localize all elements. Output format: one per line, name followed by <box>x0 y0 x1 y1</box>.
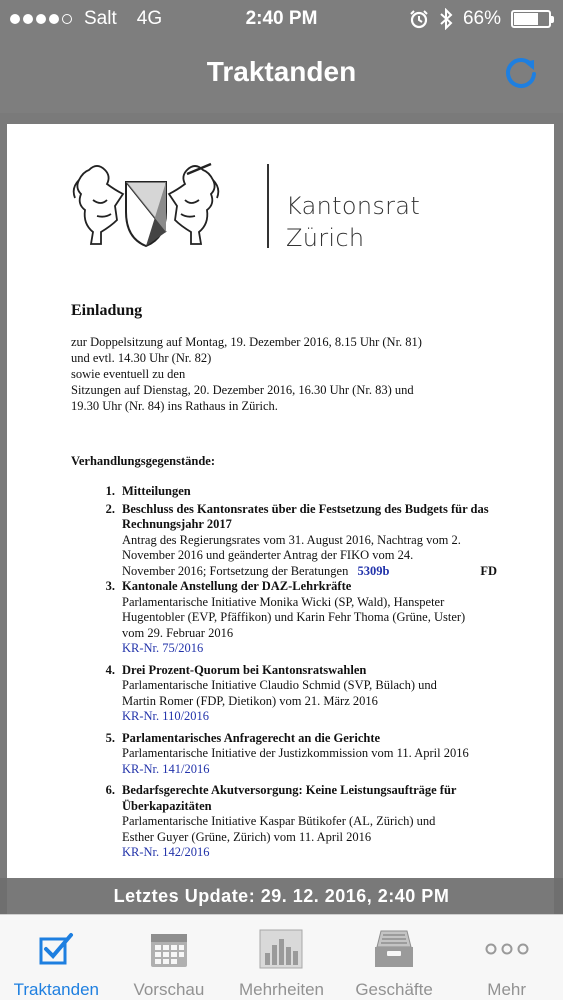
agenda-item-title: Parlamentarisches Anfragerecht an die Gerichte <box>122 730 381 745</box>
tab-label: Traktanden <box>13 980 99 999</box>
agenda-item-line: Parlamentarische Initiative Kaspar Bütikofer (AL, Zürich) und <box>122 814 436 828</box>
page-title: Traktanden <box>206 56 357 87</box>
more-dots-icon <box>485 942 529 956</box>
tab-label: Mehrheiten <box>238 980 325 999</box>
file-tray-icon <box>373 929 415 969</box>
agenda-item-line: Parlamentarische Initiative Claudio Schmid (SVP, Bülach) und <box>122 678 437 692</box>
agenda-item-title: Mitteilungen <box>122 484 191 498</box>
agenda-item-title: Drei Prozent-Quorum bei Kantonsratswahlen <box>122 662 367 677</box>
agenda-item-number: 3. <box>105 579 115 593</box>
agenda-item-ref-link[interactable]: KR-Nr. 75/2016 <box>122 641 204 655</box>
agenda-item-line: Hugentobler (EVP, Pfäffikon) und Karin Fehr Thoma (Grüne, Uster) <box>122 610 466 624</box>
tab-label: Mehr <box>487 980 527 999</box>
tab-mehr[interactable] <box>450 915 563 1000</box>
invite-line: Sitzungen auf Dienstag, 20. Dezember 2016, 16.30 Uhr (Nr. 83) und <box>71 383 414 397</box>
agenda-item-number: 1. <box>105 484 115 498</box>
tab-traktanden[interactable] <box>0 915 113 1000</box>
agenda-item-line: Antrag des Regierungsrates vom 31. August 2016, Nachtrag vom 2. <box>122 532 461 547</box>
agenda-item <box>95 579 495 657</box>
agenda-item-line: Parlamentarische Initiative der Justizkommission vom 11. April 2016 <box>122 746 469 760</box>
agenda-item-title: Bedarfsgerechte Akutversorgung: Keine Leistungsaufträge für Überkapazitäten <box>122 783 457 813</box>
kantonsrat-logo <box>71 160 491 255</box>
brand-line-2: Zürich <box>286 224 365 252</box>
zurich-lions-crest-icon <box>71 160 221 250</box>
agenda-item-number: 5. <box>105 730 115 745</box>
agenda-item-number: 2. <box>105 501 115 516</box>
agenda-item-ref-link[interactable]: KR-Nr. 142/2016 <box>122 845 210 859</box>
agenda-item-line: Esther Guyer (Grüne, Zürich) vom 11. April 2016 <box>122 829 372 844</box>
agenda-item <box>95 663 495 725</box>
agenda-list <box>95 484 495 867</box>
agenda-item-tag: FD <box>480 563 497 578</box>
document-page[interactable] <box>7 124 554 914</box>
agenda-item-ref-link[interactable]: 5309b <box>357 563 390 578</box>
tab-label: Vorschau <box>133 980 205 999</box>
battery-icon <box>511 10 551 28</box>
agenda-item <box>95 783 495 861</box>
agenda-item-number: 4. <box>105 662 115 677</box>
checkbox-icon <box>38 931 74 967</box>
agenda-item-title: Beschluss des Kantonsrates über die Festsetzung des Budgets für das Rechnungsjahr 2017 <box>122 501 489 531</box>
tab-bar <box>0 914 563 1000</box>
brand-name <box>286 190 420 254</box>
tab-geschaefte[interactable] <box>338 915 451 1000</box>
agenda-item <box>95 484 495 500</box>
agenda-item-ref-link[interactable]: KR-Nr. 141/2016 <box>122 761 210 776</box>
agenda-item-number: 6. <box>105 783 115 797</box>
bar-chart-icon <box>259 929 303 969</box>
agenda-item-line: vom 29. Februar 2016 <box>122 625 234 640</box>
agenda-item <box>95 502 495 580</box>
agenda-heading: Verhandlungsgegenstände: <box>71 454 216 468</box>
tab-label: Geschäfte <box>355 980 433 999</box>
invite-line: 19.30 Uhr (Nr. 84) ins Rathaus in Zürich. <box>71 399 278 413</box>
bluetooth-icon <box>439 8 453 30</box>
refresh-icon[interactable] <box>501 52 541 92</box>
top-bar <box>0 0 563 113</box>
last-update-bar: Letztes Update: 29. 12. 2016, 2:40 PM <box>0 878 563 914</box>
alarm-clock-icon <box>409 9 429 29</box>
status-bar <box>0 0 563 38</box>
agenda-item-ref-link[interactable]: KR-Nr. 110/2016 <box>122 709 210 723</box>
carrier-name: Salt <box>84 8 117 29</box>
agenda-item-title: Kantonale Anstellung der DAZ-Lehrkräfte <box>122 579 352 593</box>
logo-divider <box>267 164 269 248</box>
tab-vorschau[interactable] <box>113 915 226 1000</box>
agenda-item-line: Martin Romer (FDP, Dietikon) vom 21. März 2016 <box>122 693 378 708</box>
status-time: 2:40 PM <box>245 8 318 29</box>
invite-line: und evtl. 14.30 Uhr (Nr. 82) <box>71 351 212 365</box>
invite-title: Einladung <box>71 302 143 319</box>
battery-percent: 66% <box>462 8 501 29</box>
invite-line: zur Doppelsitzung auf Montag, 19. Dezember 2016, 8.15 Uhr (Nr. 81) <box>71 335 422 349</box>
calendar-icon <box>149 929 189 969</box>
agenda-item-line: November 2016; Fortsetzung der Beratungen <box>122 563 349 578</box>
invite-text <box>71 334 491 414</box>
agenda-item-line-with-ref <box>122 564 495 580</box>
agenda-item-line: Parlamentarische Initiative Monika Wicki (SP, Wald), Hanspeter <box>122 594 445 609</box>
network-type: 4G <box>136 8 163 29</box>
agenda-item <box>95 731 495 778</box>
status-right <box>409 8 551 30</box>
agenda-item-line: November 2016 und geänderter Antrag der FIKO vom 24. <box>122 548 414 562</box>
tab-mehrheiten[interactable] <box>225 915 338 1000</box>
brand-line-1: Kantonsrat <box>286 192 421 220</box>
invite-line: sowie eventuell zu den <box>71 367 186 381</box>
